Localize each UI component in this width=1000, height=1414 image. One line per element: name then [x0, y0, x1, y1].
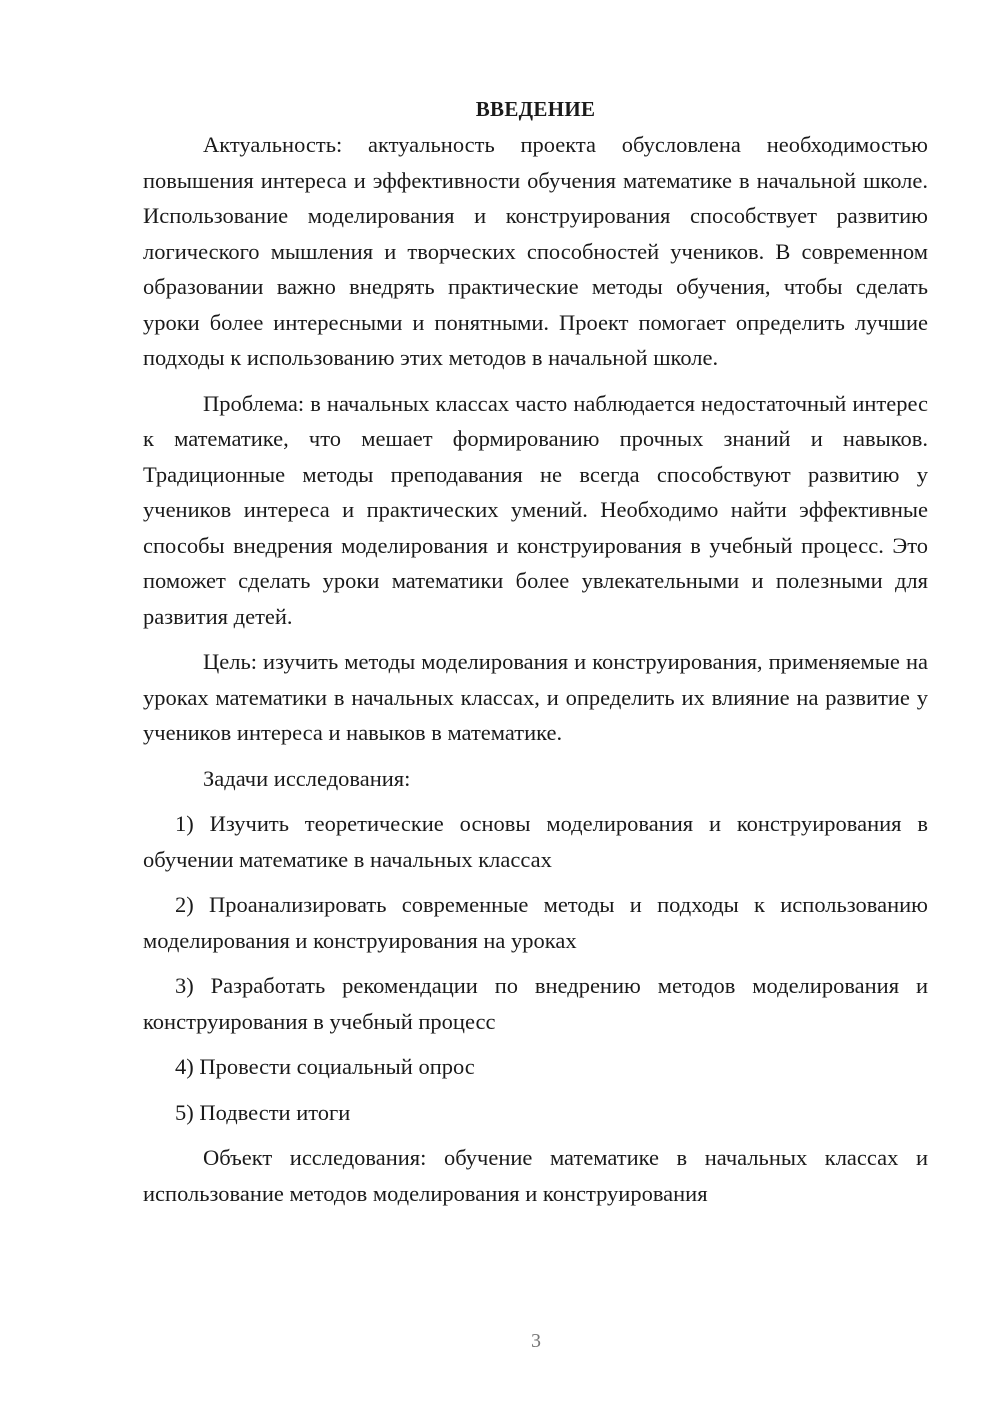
document-page: [143, 92, 928, 1211]
problem-paragraph: Проблема: в начальных классах часто наблюдается недостаточный интерес к математике, что мешает формированию прочных знаний и навыков. Традиционные методы преподавания не всегда способствуют развитию у учеников интереса и практических умений. Необходимо найти эффективные способы внедрения моделирования и конструирования в учебный процесс. Это поможет сделать уроки математики более увлекательными и полезными для развития детей.: [143, 390, 928, 629]
paragraph-gap: [143, 796, 928, 806]
object-paragraph: Объект исследования: обучение математике в начальных классах и использование методов моделирования и конструирования: [143, 1145, 928, 1206]
paragraph-gap: [143, 958, 928, 968]
goal-paragraph: Цель: изучить методы моделирования и конструирования, применяемые на уроках математики в начальных классах, и определить их влияние на развитие у учеников интереса и навыков в математике.: [143, 649, 928, 745]
paragraph-gap: [143, 376, 928, 386]
task-item: 5) Подвести итоги: [175, 1099, 351, 1125]
paragraph-gap: [143, 634, 928, 644]
paragraph-gap: [143, 877, 928, 887]
paragraph-gap: [143, 1039, 928, 1049]
task-item: 1) Изучить теоретические основы моделирования и конструирования в обучении математике в начальных классах: [143, 811, 928, 872]
relevance-paragraph: Актуальность: актуальность проекта обусловлена необходимостью повышения интереса и эффективности обучения математике в начальной школе. Использование моделирования и конструирования способствует развитию логического мышления и творческих способностей учеников. В современном образовании важно внедрять практические методы обучения, чтобы сделать уроки более интересными и понятными. Проект помогает определить лучшие подходы к использованию этих методов в начальной школе.: [143, 132, 928, 370]
paragraph-gap: [143, 1085, 928, 1095]
paragraph-gap: [143, 1130, 928, 1140]
section-title: ВВЕДЕНИЕ: [475, 97, 596, 121]
tasks-heading: Задачи исследования:: [203, 765, 411, 791]
task-item: 2) Проанализировать современные методы и подходы к использованию моделирования и конструирования на уроках: [143, 892, 928, 953]
paragraph-gap: [143, 751, 928, 761]
task-item: 4) Провести социальный опрос: [175, 1054, 475, 1079]
page-number: 3: [531, 1330, 541, 1352]
task-item: 3) Разработать рекомендации по внедрению методов моделирования и конструирования в учебный процесс: [143, 973, 928, 1034]
